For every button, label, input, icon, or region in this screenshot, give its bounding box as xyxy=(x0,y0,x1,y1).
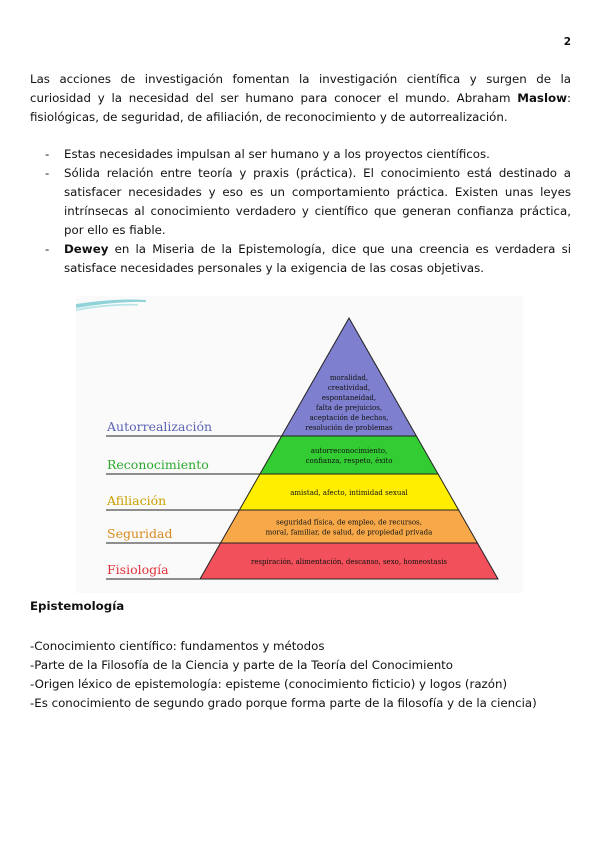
pyramid-level-text: resolución de problemas xyxy=(305,424,393,432)
pyramid-level-text: amistad, afecto, intimidad sexual xyxy=(290,489,408,497)
dash-marker: - xyxy=(45,147,50,161)
pyramid-level-label: Afiliación xyxy=(107,493,167,508)
pyramid-level-label: Seguridad xyxy=(107,526,173,541)
pyramid-level-label: Autorrealización xyxy=(107,419,213,434)
section-item: -Es conocimiento de segundo grado porque forma parte de la filosofía y de la ciencia) xyxy=(30,696,537,710)
pyramid-level-text: confianza, respeto, éxito xyxy=(305,457,393,465)
pyramid-level-label: Reconocimiento xyxy=(107,457,209,472)
maslow-pyramid-figure xyxy=(76,296,523,593)
dash-marker: - xyxy=(45,166,50,180)
bullet-bold: Dewey xyxy=(64,242,109,256)
bullet-list xyxy=(30,145,571,278)
bullet-text: en la Miseria de la Epistemología, dice que una creencia es verdadera si satisface necesidades personales y la exigencia de las cosas objetivas. xyxy=(64,242,571,275)
pyramid-level xyxy=(221,510,478,543)
page-number: 2 xyxy=(563,36,571,48)
section-item: -Conocimiento científico: fundamentos y métodos xyxy=(30,639,325,653)
bullet-item xyxy=(30,164,571,240)
section-list xyxy=(30,637,571,713)
pyramid-level-text: aceptación de hechos, xyxy=(309,414,389,422)
decorative-wave xyxy=(76,300,146,309)
pyramid-level-text: respiración, alimentación, descanso, sexo, homeostasis xyxy=(250,558,448,566)
bullet-item xyxy=(30,240,571,278)
section-title: Epistemología xyxy=(30,599,125,613)
pyramid-level-text: seguridad física, de empleo, de recursos, xyxy=(276,518,422,527)
pyramid-level xyxy=(260,436,438,474)
section-item: -Origen léxico de epistemología: episteme (conocimiento ficticio) y logos (razón) xyxy=(30,677,508,691)
intro-bold-maslow: Maslow xyxy=(517,91,568,105)
pyramid-level-text: falta de prejuicios, xyxy=(315,404,383,412)
bullet-item xyxy=(30,145,571,164)
pyramid-level-text: moralidad, xyxy=(329,374,369,382)
pyramid-level-label: Fisiología xyxy=(107,562,169,577)
dash-marker: - xyxy=(45,242,50,256)
pyramid-level-text: creatividad, xyxy=(327,384,371,392)
intro-text-after: : fisiológicas, de seguridad, de afiliación, de reconocimiento y de autorrealización. xyxy=(30,91,571,124)
maslow-pyramid xyxy=(76,296,523,593)
section-item: -Parte de la Filosofía de la Ciencia y parte de la Teoría del Conocimiento xyxy=(30,658,454,672)
pyramid-level-text: moral, familiar, de salud, de propiedad privada xyxy=(265,528,433,537)
bullet-text: Sólida relación entre teoría y praxis (práctica). El conocimiento está destinado a satisfacer necesidades y eso es un comportamiento práctica. Existen unas leyes intrínsecas al conocimiento verdadero y científico que generan confianza práctica, por ello es fiable. xyxy=(64,166,571,237)
pyramid-level-text: espontaneidad, xyxy=(321,394,377,402)
pyramid-level-text: autorreconocimiento, xyxy=(310,447,388,455)
intro-paragraph xyxy=(30,70,571,127)
bullet-text: Estas necesidades impulsan al ser humano y a los proyectos científicos. xyxy=(64,147,490,161)
intro-text-before: Las acciones de investigación fomentan la investigación científica y surgen de la curiosidad y la necesidad del ser humano para conocer el mundo. Abraham xyxy=(30,72,571,105)
